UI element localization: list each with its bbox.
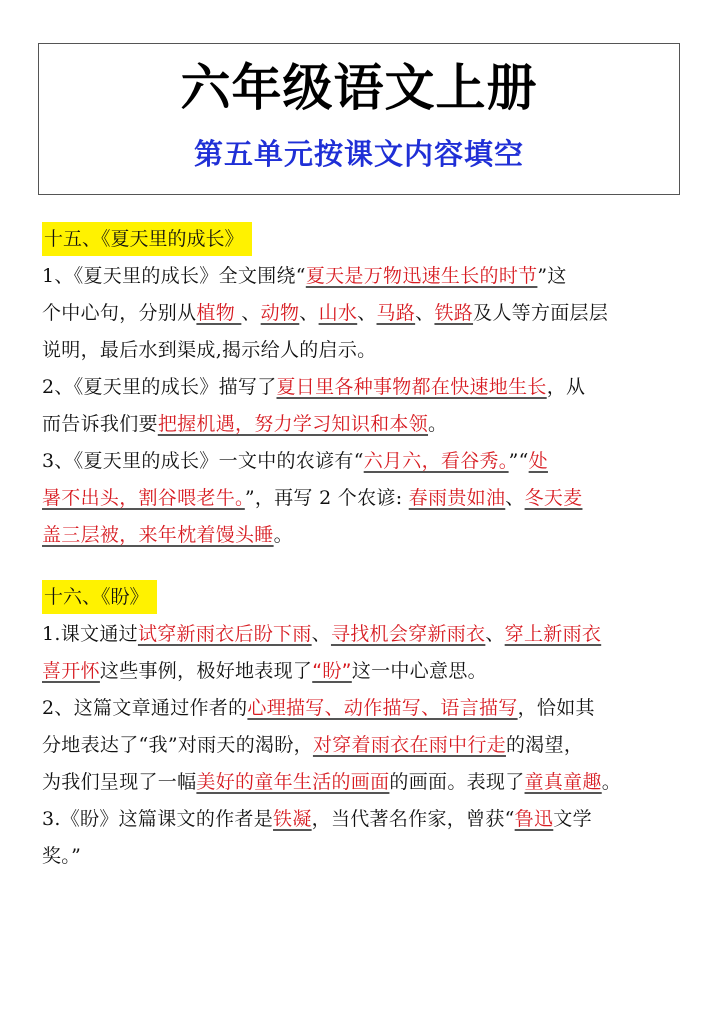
line-text: 为我们呈现了一幅 (42, 771, 197, 793)
text-line (42, 801, 682, 838)
line-text: 而告诉我们要 (42, 413, 158, 435)
title-box (38, 43, 680, 195)
line-text: 说明，最后水到渠成,揭示给人的启示。 (42, 339, 377, 361)
line-text: 1、《夏天里的成长》全文围绕“ (42, 265, 306, 287)
line-text: 、 (357, 302, 377, 324)
answer-text: 六月六，看谷秀。 (363, 450, 509, 472)
line-text: 。 (428, 413, 448, 435)
line-text: 的画面。表现了 (389, 771, 525, 793)
page-title: 六年级语文上册 (180, 59, 538, 117)
answer-text: 铁路 (434, 302, 474, 324)
line-text: ，当代著名作家，曾获“ (311, 808, 515, 830)
line-text: 及人等方面层层 (473, 302, 609, 324)
line-text: 奖。” (42, 845, 82, 867)
line-text: ，恰如其 (517, 697, 595, 719)
line-text: 2、《夏天里的成长》描写了 (42, 376, 277, 398)
line-text: 、 (299, 302, 319, 324)
line-text: 。 (601, 771, 622, 793)
text-line (42, 764, 682, 801)
text-line (42, 443, 682, 480)
answer-text: 山水 (318, 302, 358, 324)
text-line (42, 616, 682, 653)
line-text: 个中心句，分别从 (42, 302, 197, 324)
answer-text: 处 (528, 450, 548, 472)
page-subtitle: 第五单元按课文内容填空 (193, 137, 524, 171)
line-text: 3、《夏天里的成长》一文中的农谚有“ (42, 450, 364, 472)
answer-text: 植物 (196, 302, 242, 324)
line-text: 2、这篇文章通过作者的 (42, 697, 248, 719)
answer-text: 夏天是万物迅速生长的时节 (305, 265, 538, 287)
answer-text: 铁凝 (273, 808, 312, 830)
answer-text: 鲁迅 (514, 808, 554, 830)
section-body (42, 258, 682, 554)
line-text: 、 (241, 302, 261, 324)
line-text: 这些事例，极好地表现了 (99, 660, 313, 682)
text-line (42, 406, 682, 443)
answer-text: 美好的童年生活的画面 (196, 771, 390, 793)
text-line (42, 295, 682, 332)
text-line (42, 653, 682, 690)
answer-text: 盖三层被，来年枕着馒头睡 (42, 524, 274, 546)
text-line (42, 838, 682, 875)
section-heading: 十五、《夏天里的成长》 (42, 222, 252, 256)
answer-text: 穿上新雨衣 (504, 623, 602, 645)
line-text: 文学 (553, 808, 592, 830)
answer-text: 试穿新雨衣后盼下雨 (137, 623, 312, 645)
answer-text: 童真童趣 (524, 771, 602, 793)
line-text: ”这 (537, 265, 567, 287)
answer-text: 把握机遇，努力学习知识和本领 (157, 413, 429, 435)
text-line (42, 517, 682, 554)
answer-text: 心理描写、动作描写、语言描写 (247, 697, 518, 719)
line-text: 、 (505, 487, 525, 509)
line-text: 的渴望， (505, 734, 584, 756)
section-body (42, 616, 682, 875)
text-line (42, 690, 682, 727)
line-text: 分地表达了“我”对雨天的渴盼， (42, 734, 313, 756)
text-line (42, 332, 682, 369)
text-line (42, 369, 682, 406)
answer-text: 春雨贵如油 (408, 487, 506, 509)
line-text: 这一中心意思。 (351, 660, 487, 682)
text-line (42, 727, 682, 764)
line-text: 、 (311, 623, 331, 645)
section-16 (42, 580, 682, 875)
line-text: 。 (273, 524, 293, 546)
answer-text: 暑不出头，割谷喂老牛。 (42, 487, 245, 509)
line-text: ，从 (546, 376, 586, 398)
section-15 (42, 222, 682, 554)
text-line (42, 480, 682, 517)
answer-text: 动物 (260, 302, 300, 324)
answer-text: 夏日里各种事物都在快速地生长 (276, 376, 547, 398)
answer-text: 马路 (376, 302, 416, 324)
line-text: 、 (485, 623, 505, 645)
line-text: ”“ (508, 450, 529, 472)
answer-text: 喜开怀 (42, 660, 100, 682)
line-text: ”，再写 2 个农谚: (244, 487, 409, 509)
text-line (42, 258, 682, 295)
line-text: 、 (415, 302, 435, 324)
line-text: 3.《盼》这篇课文的作者是 (42, 808, 274, 830)
answer-text: 寻找机会穿新雨衣 (330, 623, 486, 645)
answer-text: 对穿着雨衣在雨中行走 (312, 734, 506, 756)
answer-text: “盼” (312, 660, 352, 682)
section-heading: 十六、《盼》 (42, 580, 157, 614)
answer-text: 冬天麦 (524, 487, 583, 509)
line-text: 1.课文通过 (42, 623, 138, 645)
